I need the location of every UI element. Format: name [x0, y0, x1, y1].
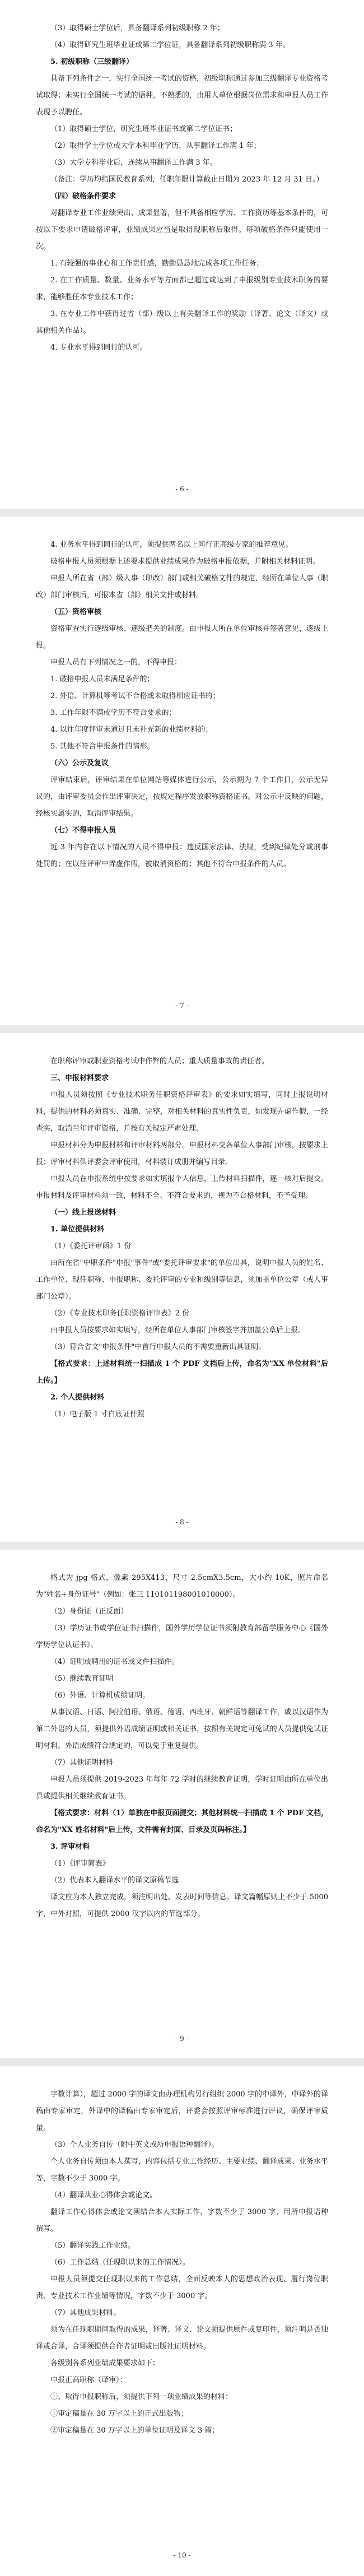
paragraph: 申报人员在申报系统中按要求如实填报个人信息，上传材料扫描件，逐一核对后提交。申报材料及评审材料须一致，材料不全、不符合要求的，视为不合格材料，不予受理。 [36, 1175, 328, 1200]
paragraph: （4）翻译从业心得体会或论文。 [50, 2191, 157, 2200]
paragraph: 5. 其他不符合申报条件的情形。 [50, 742, 155, 751]
paragraph: （五）资格审核 [50, 608, 102, 616]
paragraph: 译文应为本人独立完成，须注明出处、发表时间等信息。译文篇幅原则上不少于 5000 字，中外对照，可提供 2000 汉字以内的节选部分。 [36, 1893, 328, 1918]
paragraph: 具备下列条件之一，实行全国统一考试的资格，初级职称通过参加三级翻译专业资格考试取得；未实行全国统一考试的语种，不熟悉的，由用人单位根据岗位需求和申报人员工作表现予以聘任。 [36, 75, 328, 117]
paragraph: 申报人员须提供 2019-2023 年每年 72 学时的继续教育证明，学时证明由所在单位出具或提供相关继续教育证书。 [36, 1775, 328, 1801]
paragraph: 由所在省"中职条件"申报"事件"或"委托评审要求"的单位出具，说明申报人员的姓名、工作单位、现任职称、申报职称、委托评审的专业和级别等信息，须加盖单位公章（或人事部门公章）。 [36, 1259, 328, 1301]
paragraph: 【格式要求：上述材料统一扫描成 1 个 PDF 文档后上传，命名为"XX 单位材料"后上传。】 [36, 1360, 328, 1385]
paragraph: （2）《专业技术职务任职资格评审表》2 份 [50, 1309, 190, 1318]
paragraph: ①审定稿量在 30 万字以上的正式出版物； [50, 2410, 188, 2418]
paragraph: （7）其他成果材料。 [50, 2309, 121, 2317]
paragraph: 申报材料分为申报材料和评审材料两部分。申报材料交各单位人事部门审核，按要求上报；评审材料供评委会评审使用，材料装订成册并编写目录。 [36, 1141, 328, 1166]
paragraph: （1）《评审简表》 [50, 1859, 110, 1868]
paragraph: 三、申报材料要求 [50, 1074, 109, 1082]
paragraph: （备注：学历均指国民教育系列，任职年限计算截止日期为 2023 年 12 月 31 日。） [50, 175, 324, 184]
paragraph: 4. 以往年度评审未通过且未补充新的业绩材料的； [50, 726, 213, 734]
page-separator [0, 1025, 364, 1033]
paragraph: （1）取得硕士学位，研究生班毕业证书或第二学位证书； [50, 125, 237, 133]
paragraph: （6）外语、计算机成绩证明。 [50, 1691, 150, 1700]
paragraph: 申报人员有下列情况之一的，不得申报： [50, 658, 182, 667]
paragraph: （4）证明或聘用的证书或文件扫描件。 [50, 1658, 179, 1666]
paragraph: 4. 业务水平得到同行的认可，须提供两名以上同行正高级专家的推荐意见。 [50, 541, 293, 549]
page-number: - 6 - [175, 485, 189, 493]
paragraph: ①、取得申报职称后，须提供下列一项业绩成果的材料： [50, 2393, 233, 2401]
paragraph: （四）破格条件要求 [50, 192, 116, 201]
paragraph: 申报人员须按照《专业技术职务任职资格评审表》的要求如实填写，同时上报说明材料，提供的材料必须真实、准确、完整，对相关材料的真实性负责，如发现弄虚作假，一经查实，取消当年评审资格，并按有关规定严肃处理。 [36, 1091, 328, 1133]
page-separator [0, 2058, 364, 2066]
paragraph: 破格申报人员须根据上述要求提供业绩成果作为破格申报依据，并附相关材料证明。 [50, 557, 320, 566]
paragraph: （3）个人业务自传（附中英文或所申报语种翻译）。 [50, 2141, 219, 2149]
paragraph: （3）取得硕士学位后，具备翻译系列初级职称 2 年； [50, 24, 225, 32]
document-page [0, 1550, 364, 2058]
paragraph: 2. 在工作质量、数量、业务水平等方面都已超过或达到了申报级别专业技术职务的要求，能够胜任本专业技术工作； [36, 276, 328, 301]
document-page [0, 2066, 364, 2575]
paragraph: （6）工作总结（任现职以来的工作情况）。 [50, 2258, 190, 2267]
paragraph: 申报人员须提交任现职以来的工作总结，全面反映本人的思想政治表现、履行岗位职责、专业技术工作业绩等情况，字数不少于 3000 字。 [36, 2275, 328, 2300]
paragraph: ②审定稿量在 30 万字以上的单位证明及译文 3 篇； [50, 2426, 220, 2435]
paragraph: （2）代表本人翻译水平的译文原稿节选 [50, 1876, 179, 1885]
paragraph: 资格审查实行逐级审核、逐级把关的制度。由申报人所在单位审核并签署意见，逐级上报。 [36, 625, 328, 650]
paragraph: 评审结束后，评审结果在单位网站等媒体进行公示，公示期为 7 个工作日，公示无异议的，由评审委员会作出评审决定，按规定程序发放职称资格证书。对公示中反映的问题，经核实属实的，取消评审结果。 [36, 776, 328, 818]
paragraph: （2）取得学士学位或大学本科毕业学历，从事翻译工作满 1 年； [50, 142, 261, 150]
paragraph: （1）《委托评审函》1 份 [50, 1242, 132, 1250]
page-number: - 10 - [173, 2551, 191, 2559]
paragraph: 字数计算），超过 2000 字的译文由办理机构另行组织 2000 字的中译外，中译外的译稿由专家审定，外译中的译稿由专家审定后，评委会按照评审标准进行评议，确保评审质量。 [36, 2090, 328, 2132]
paragraph: 5. 初级职称（三级翻译） [50, 58, 134, 66]
page-separator [0, 1542, 364, 1550]
paragraph: （七）不得申报人员 [50, 826, 116, 835]
paragraph: 1. 破格申报人员未满足条件的； [50, 675, 155, 683]
paragraph: （六）公示及复议 [50, 759, 109, 768]
page-number: - 8 - [175, 1518, 189, 1526]
paragraph: 在职称评审或职业资格考试中作弊的人员；重大质量事故的责任者。 [50, 1057, 269, 1066]
page-number: - 7 - [175, 1002, 189, 1010]
paragraph: 【格式要求：材料（1）单独在申报页面提交；其他材料统一扫描成 1 个 PDF 文档，命名为"XX 姓名材料"后上传，文件需有封面、目录及页码标注。】 [36, 1809, 328, 1834]
paragraph: 翻译工作心得体会或论文须结合本人实际工作，字数不少于 3000 字，用所申报语种撰写。 [36, 2208, 328, 2233]
paragraph: （3）符合省文"申报条件"中首行申报人员的不需要重新出具证明。 [50, 1343, 266, 1351]
paragraph: （5）翻译实践工作业绩。 [50, 2242, 136, 2250]
paragraph: 2. 个人提供材料 [50, 1393, 105, 1402]
paragraph: （一）线上报送材料 [50, 1208, 116, 1217]
paragraph: 各级别各系列业绩成果要求如下： [50, 2359, 160, 2368]
paragraph: 申报人所在省（部）级人事（职改）部门或相关破格文件的规定，经所在单位人事（职改）部门审核后，可报本省（部）相关文件或材料。 [36, 574, 328, 599]
paragraph: 3. 评审材料 [50, 1843, 90, 1851]
paragraph: 1. 单位提供材料 [50, 1225, 105, 1234]
paragraph: 3. 在专业工作中获得过省（部）级以上有关翻译工作的奖励（译著、论文（译文）或其他相关作品）。 [36, 310, 328, 335]
paragraph: 近 3 年内存在以下情况的人员不得申报：违反国家法律、法规，受到纪律处分或刑事处罚的；在以往评审中弄虚作假，被取消资格的；其他不符合申报条件的人员。 [36, 843, 328, 868]
document-page [0, 1033, 364, 1542]
paragraph: （7）其他证明材料 [50, 1759, 114, 1767]
paragraph: 须为在任现职期间取得的成果，译著、译文、论文须提供原件或复印件，须注明是否独译或合译，合译须提供合作者证明或出版社证明材料。 [36, 2326, 328, 2351]
paragraph: 从事汉语、日语、阿拉伯语、俄语、德语、西班牙、朝鲜语等翻译工作，或以汉语作为第二外语的人员，须提供外语成绩证明或相关证书，按照有关规定可免试的人员提供免试证明材料。外语成绩符合规定的，可以免于重复提供。 [36, 1708, 328, 1750]
page-number: - 9 - [175, 2035, 189, 2043]
paragraph: （2）身份证（正反面） [50, 1607, 128, 1616]
paragraph: 4. 专业水平得到同行的认可。 [50, 343, 147, 352]
document-page [0, 0, 364, 509]
paragraph: 由申报人员按要求如实填写，经所在单位人事部门审核签字并加盖公章后上报。 [50, 1326, 306, 1335]
paragraph: 2. 外语、计算机等考试不合格或未取得相应证书的； [50, 692, 220, 700]
paragraph: （3）大学专科毕业后，连续从事翻译工作满 3 年。 [50, 159, 217, 167]
paragraph: 申报正高职称（译审）： [50, 2376, 127, 2384]
paragraph: 1. 有较强的事业心和工作责任感，勤勤恳恳地完成各项工作任务； [50, 259, 264, 268]
page-separator [0, 509, 364, 517]
paragraph: （5）继续教育证明 [50, 1675, 114, 1683]
paragraph: 3. 工作年限不满或学历不符合要求的； [50, 709, 176, 717]
paragraph: 对翻译专业工作业绩突出、成果显著，但不具备相应学历、工作资历等基本条件的，可按以下要求申请破格评审，业绩成果应当是取得现职称后取得。每项破格条件只能使用一次。 [36, 209, 328, 251]
paragraph: 个人业务自传须由本人撰写，内容包括专业工作经历、主要业绩、翻译成果、业务水平等，字数不少于 3000 字。 [36, 2157, 328, 2183]
paragraph: （4）取得研究生班毕业证或第二学位证，具备翻译系列初级职称满 3 年。 [50, 41, 290, 49]
paragraph: （3）学历证书或学位证书扫描件，国外学历学位证书须附教育部留学服务中心《国外学历学位认证书》。 [36, 1624, 328, 1649]
paragraph: 格式为 jpg 格式，像素 295X413，尺寸 2.5cmX3.5cm，大小约 10K，照片命名为"姓名+身份证号"（例如：张三 110101198001010000）。 [36, 1574, 328, 1599]
paragraph: （1）电子版 1 寸白底证件照 [50, 1410, 144, 1419]
document-page [0, 517, 364, 1025]
